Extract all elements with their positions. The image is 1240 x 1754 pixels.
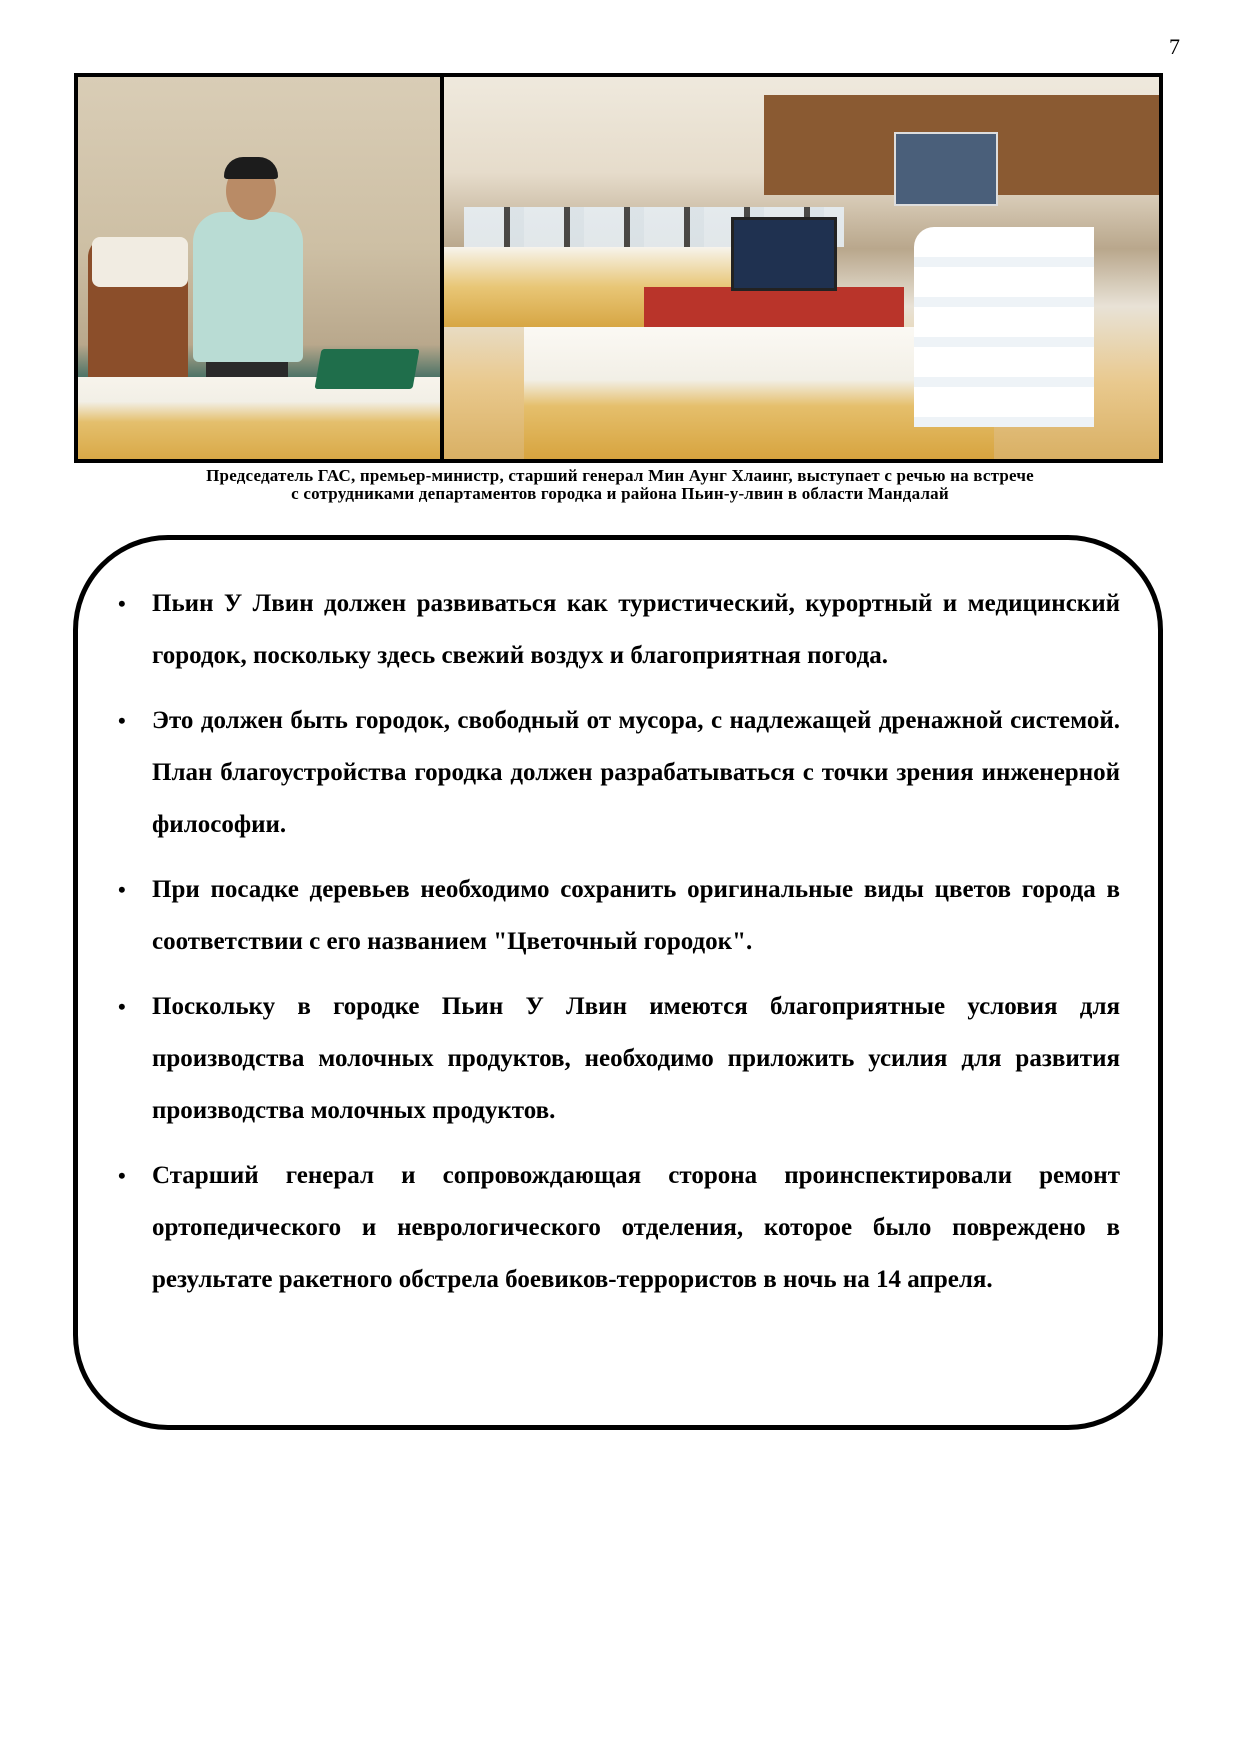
caption-line-1: Председатель ГАС, премьер-министр, старший генерал Мин Аунг Хлаинг, выступает с речью на встрече: [206, 466, 1034, 485]
bullet-item: [118, 1150, 1120, 1306]
bullet-text: Пьин У Лвин должен развиваться как туристический, курортный и медицинский городок, поскольку здесь свежий воздух и благоприятная погода.: [152, 590, 1120, 669]
meeting-room-photo: [444, 77, 1159, 459]
attendees-right: [914, 227, 1094, 427]
caption-line-2: с сотрудниками департаментов городка и района Пьин-у-лвин в области Мандалай: [291, 484, 949, 503]
bullet-marker: •: [118, 708, 126, 733]
speaker-photo: [78, 77, 440, 459]
bullet-marker: •: [118, 1163, 126, 1188]
name-sign-left: [314, 349, 419, 389]
table-left: [78, 377, 440, 459]
bullet-item: [118, 695, 1120, 851]
meeting-photo: [74, 73, 1163, 463]
speaker-figure: [193, 212, 303, 362]
bullet-list: [118, 578, 1120, 1319]
bullet-marker: •: [118, 591, 126, 616]
bullet-text: Поскольку в городке Пьин У Лвин имеются благоприятные условия для производства молочных продуктов, необходимо приложить усилия для развития производства молочных продуктов.: [152, 993, 1120, 1124]
projection-screen: [894, 132, 998, 206]
monitor: [731, 217, 837, 291]
bullet-marker: •: [118, 877, 126, 902]
bullet-item: [118, 981, 1120, 1137]
chair-doily: [92, 237, 188, 287]
photo-caption: [80, 467, 1160, 503]
bullet-item: [118, 864, 1120, 968]
speaker-hair: [224, 157, 278, 179]
bullet-text: Это должен быть городок, свободный от мусора, с надлежащей дренажной системой. План благоустройства городка должен разрабатываться с точки зрения инженерной философии.: [152, 707, 1120, 838]
bullet-marker: •: [118, 994, 126, 1019]
page-number: 7: [1169, 34, 1180, 59]
bullet-text: Старший генерал и сопровождающая сторона проинспектировали ремонт ортопедического и неврологического отделения, которое было повреждено в результате ракетного обстрела боевиков-террористов в ночь на 14 апреля.: [152, 1162, 1120, 1293]
bullet-item: [118, 578, 1120, 682]
bullet-text: При посадке деревьев необходимо сохранить оригинальные виды цветов города в соответствии с его названием "Цветочный городок".: [152, 876, 1120, 955]
